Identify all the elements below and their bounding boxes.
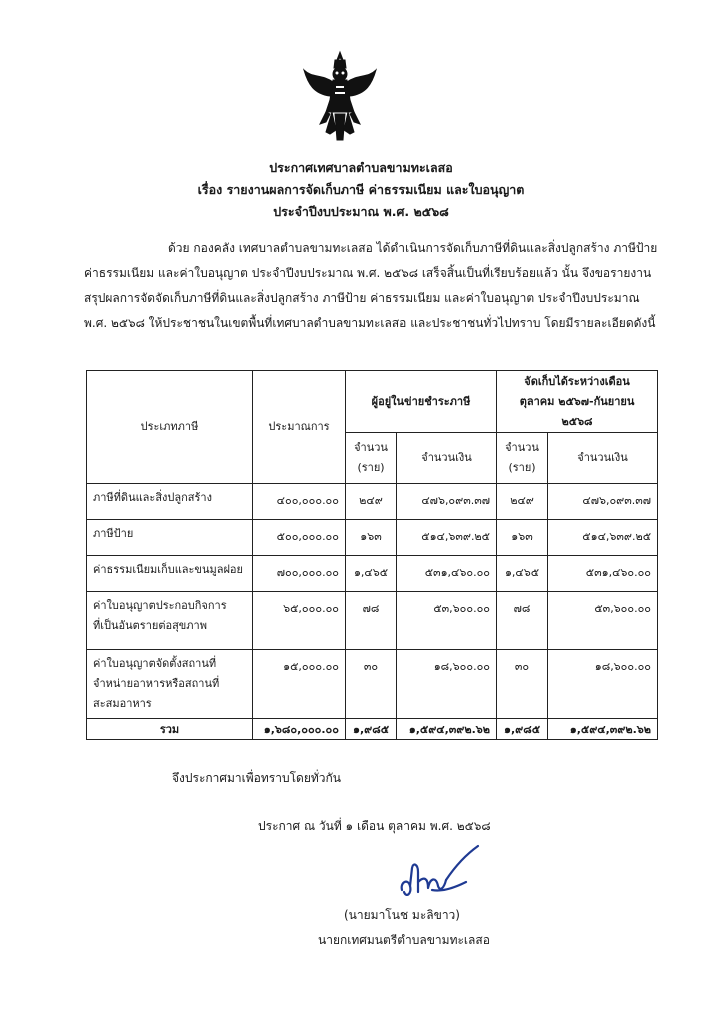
table-total-row	[87, 719, 658, 740]
row-budget: ๗๐๐,๐๐๐.๐๐	[253, 556, 346, 592]
title-line-1: ประกาศเทศบาลตำบลขามทะเลสอ	[269, 160, 453, 175]
row-collected-amount: ๔๗๖,๐๙๓.๓๗	[548, 484, 658, 520]
garuda-emblem-icon	[302, 50, 378, 142]
header-collected-line-1: จัดเก็บได้ระหว่างเดือน	[524, 374, 630, 388]
row-budget: ๖๕,๐๐๐.๐๐	[253, 592, 346, 650]
row-budget: ๑๕,๐๐๐.๐๐	[253, 650, 346, 719]
header-collected-count	[497, 433, 548, 484]
row-payer-count: ๗๘	[346, 592, 397, 650]
row-tax-type	[87, 520, 253, 556]
row-tax-type-line-1: ภาษีที่ดินและสิ่งปลูกสร้าง	[93, 491, 212, 504]
signer-name: (นายมาโนช มะลิขาว)	[344, 908, 460, 922]
row-tax-type-line-1: ค่าใบอนุญาตประกอบกิจการ	[93, 599, 227, 612]
row-payer-amount: ๕๓,๖๐๐.๐๐	[397, 592, 497, 650]
table-row	[87, 484, 658, 520]
table-row	[87, 556, 658, 592]
announcement-title	[0, 157, 722, 223]
table-row	[87, 650, 658, 719]
table-row	[87, 520, 658, 556]
body-paragraph-text: ด้วย กองคลัง เทศบาลตำบลขามทะเลสอ ได้ดำเนินการจัดเก็บภาษีที่ดินและสิ่งปลูกสร้าง ภาษีป้าย ค่าธรรมเนียม และค่าใบอนุญาต ประจำปีงบประมาณ พ.ศ. ๒๕๖๘ เสร็จสิ้นเป็นที่เรียบร้อยแล้ว นั้น จึงขอรายงานสรุปผลการจัดจัดเก็บภาษีที่ดินและสิ่งปลูกสร้าง ภาษีป้าย ค่าธรรมเนียม และค่าใบอนุญาต ประจำปีงบประมาณ พ.ศ. ๒๕๖๘ ให้ประชาชนในเขตพื้นที่เทศบาลตำบลขามทะเลสอ และประชาชนทั่วไปทราบ โดยมีรายละเอียดดังนี้	[84, 241, 658, 330]
header-collected-amount: จำนวนเงิน	[548, 433, 658, 484]
signature-icon	[388, 842, 488, 902]
header-collected-line-2: ตุลาคม ๒๕๖๗-กันยายน	[519, 394, 635, 408]
total-payer-count: ๑,๙๘๕	[346, 719, 397, 740]
table-row	[87, 592, 658, 650]
header-count-line-2: (ราย)	[508, 461, 536, 474]
header-budget: ประมาณการ	[253, 371, 346, 484]
row-tax-type-line-1: ภาษีป้าย	[93, 527, 134, 540]
row-tax-type	[87, 592, 253, 650]
body-paragraph	[84, 236, 658, 336]
row-payer-amount: ๕๑๔,๖๓๙.๒๕	[397, 520, 497, 556]
row-collected-count: ๒๔๙	[497, 484, 548, 520]
closing-statement: จึงประกาศมาเพื่อทราบโดยทั่วกัน	[172, 771, 341, 785]
row-tax-type-line-1: ค่าใบอนุญาตจัดตั้งสถานที่	[93, 657, 217, 670]
row-tax-type-line-3: สะสมอาหาร	[93, 697, 152, 710]
total-budget: ๑,๖๘๐,๐๐๐.๐๐	[253, 719, 346, 740]
row-tax-type	[87, 556, 253, 592]
signer-position: นายกเทศมนตรีตำบลขามทะเลสอ	[318, 933, 490, 947]
row-payer-amount: ๔๗๖,๐๙๓.๓๗	[397, 484, 497, 520]
row-payer-count: ๓๐	[346, 650, 397, 719]
header-taxpayers: ผู้อยู่ในข่ายชำระภาษี	[346, 371, 497, 433]
header-payer-amount: จำนวนเงิน	[397, 433, 497, 484]
row-collected-count: ๓๐	[497, 650, 548, 719]
row-collected-amount: ๕๑๔,๖๓๙.๒๕	[548, 520, 658, 556]
row-tax-type	[87, 484, 253, 520]
tax-report-table	[86, 370, 658, 740]
row-tax-type-line-2: ที่เป็นอันตรายต่อสุขภาพ	[93, 619, 207, 632]
total-collected-amount: ๑,๕๙๔,๓๙๒.๖๒	[548, 719, 658, 740]
header-row-top	[87, 371, 658, 433]
row-payer-count: ๑,๔๖๕	[346, 556, 397, 592]
header-count-line-1: จำนวน	[354, 441, 388, 454]
title-line-2: เรื่อง รายงานผลการจัดเก็บภาษี ค่าธรรมเนียม และใบอนุญาต	[197, 182, 525, 197]
row-payer-amount: ๕๓๑,๔๖๐.๐๐	[397, 556, 497, 592]
header-tax-type: ประเภทภาษี	[87, 371, 253, 484]
header-payer-count	[346, 433, 397, 484]
row-payer-count: ๑๖๓	[346, 520, 397, 556]
row-budget: ๔๐๐,๐๐๐.๐๐	[253, 484, 346, 520]
total-collected-count: ๑,๙๘๕	[497, 719, 548, 740]
announcement-date: ประกาศ ณ วันที่ ๑ เดือน ตุลาคม พ.ศ. ๒๕๖๘	[258, 819, 491, 833]
row-budget: ๕๐๐,๐๐๐.๐๐	[253, 520, 346, 556]
header-count-line-2: (ราย)	[357, 461, 385, 474]
header-collected-line-3: ๒๕๖๘	[561, 414, 593, 428]
row-tax-type-line-1: ค่าธรรมเนียมเก็บและขนมูลฝอย	[93, 563, 243, 576]
row-payer-amount: ๑๘,๖๐๐.๐๐	[397, 650, 497, 719]
total-label: รวม	[87, 719, 253, 740]
row-collected-count: ๗๘	[497, 592, 548, 650]
header-collected	[497, 371, 658, 433]
row-tax-type-line-2: จำหน่ายอาหารหรือสถานที่	[93, 677, 220, 690]
row-tax-type	[87, 650, 253, 719]
row-collected-count: ๑๖๓	[497, 520, 548, 556]
row-collected-amount: ๑๘,๖๐๐.๐๐	[548, 650, 658, 719]
row-collected-amount: ๕๓,๖๐๐.๐๐	[548, 592, 658, 650]
header-count-line-1: จำนวน	[505, 441, 539, 454]
total-payer-amount: ๑,๕๙๔,๓๙๒.๖๒	[397, 719, 497, 740]
row-payer-count: ๒๔๙	[346, 484, 397, 520]
row-collected-amount: ๕๓๑,๔๖๐.๐๐	[548, 556, 658, 592]
title-line-3: ประจำปีงบประมาณ พ.ศ. ๒๕๖๘	[273, 204, 449, 219]
row-collected-count: ๑,๔๖๕	[497, 556, 548, 592]
